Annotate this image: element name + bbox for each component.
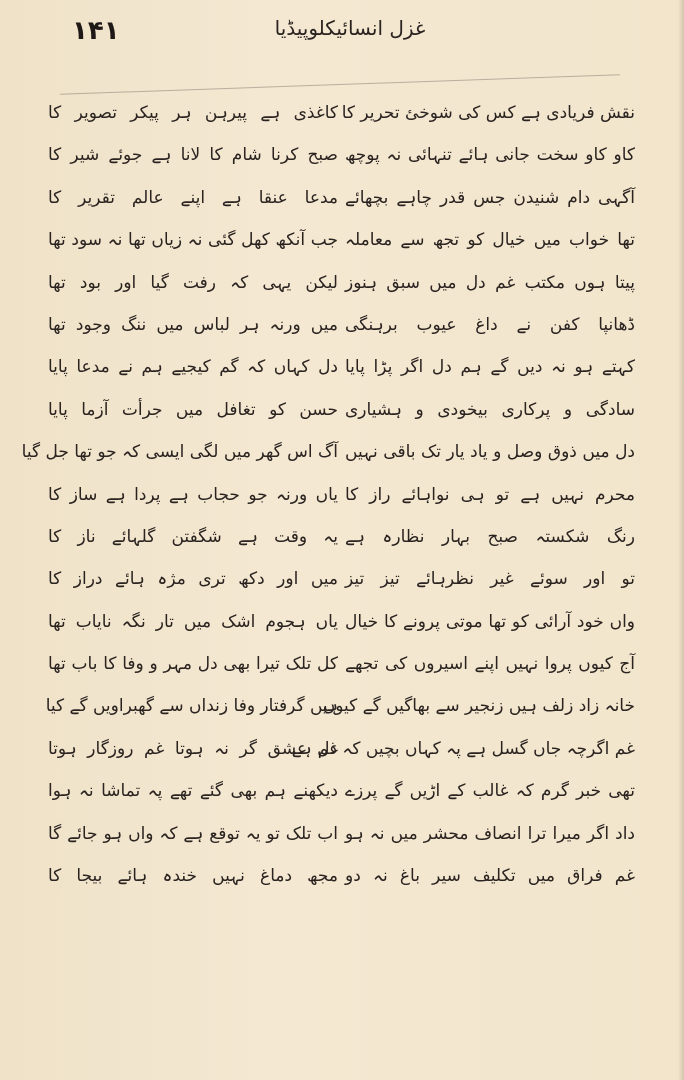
verse-line: ڈھانپا کفن نے داغ عیوب برہنگی bbox=[345, 314, 635, 335]
verse-line: تو اور سوئے غیر نظرہائے تیز تیز bbox=[345, 569, 635, 590]
running-title: غزل انسائیکلوپیڈیا bbox=[274, 16, 426, 40]
verse-line: جب آنکھ کھل گئی نہ زیاں تھا نہ سود تھا bbox=[48, 230, 338, 251]
verse-line: رنگ شکستہ صبح بہار نظارہ ہے bbox=[345, 526, 635, 547]
verse-line: غم اگرچہ جاں گسل ہے پہ کہاں بچیں کہ دل ہے bbox=[291, 738, 635, 759]
verse-line: حسن کو تغافل میں جرأت آزما پایا bbox=[48, 399, 338, 420]
verse-line: اب تلک تو یہ توقع ہے کہ واں ہو جائے گا bbox=[48, 823, 338, 844]
verse-line: تھی خبر گرم کہ غالب کے اڑیں گے پرزے bbox=[345, 781, 635, 802]
verse-line: کہتے ہو نہ دیں گے ہم دل اگر پڑا پایا bbox=[345, 357, 635, 378]
verse-line: نقش فریادی ہے کس کی شوخئ تحریر کا bbox=[341, 103, 635, 123]
verse-line: دل کہاں کہ گم کیجیے ہم نے مدعا پایا bbox=[48, 357, 338, 378]
left-column bbox=[21, 92, 338, 897]
verse-line: دل میں ذوق وصل و یاد یار تک باقی نہیں bbox=[345, 442, 635, 463]
verse-line: واں خود آرائی کو تھا موتی پرونے کا خیال bbox=[345, 611, 635, 632]
page-header bbox=[0, 10, 684, 50]
right-column bbox=[291, 92, 635, 897]
verse-line: کاغذی ہے پیرہن ہر پیکر تصویر کا bbox=[48, 103, 338, 123]
verse-line: میں اور دکھ تری مژہ ہائے دراز کا bbox=[48, 569, 338, 590]
verse-line: تھا خواب میں خیال کو تجھ سے معاملہ bbox=[345, 230, 635, 251]
verse-line: لیکن یہی کہ رفت گیا اور بود تھا bbox=[48, 272, 338, 293]
verse-line: آج کیوں پروا نہیں اپنے اسیروں کی تجھے bbox=[345, 654, 635, 675]
verse-line: کاو کاو سخت جانی ہائے تنہائی نہ پوچھ bbox=[345, 145, 635, 166]
verse-line: مجھ دماغ نہیں خندہ ہائے بیجا کا bbox=[48, 866, 338, 887]
verse-line: غم فراق میں تکلیف سیر باغ نہ دو bbox=[345, 866, 635, 887]
verse-line: صبح کرنا شام کا لانا ہے جوئے شیر کا bbox=[48, 145, 338, 166]
verse-line: سادگی و پرکاری بیخودی و ہشیاری bbox=[345, 399, 635, 420]
verse-line: یاں ورنہ جو حجاب ہے پردا ہے ساز کا bbox=[48, 484, 338, 505]
verse-line: محرم نہیں ہے تو ہی نواہائے راز کا bbox=[345, 484, 635, 505]
verse-line: غم عشق گر نہ ہوتا غم روزگار ہوتا bbox=[48, 738, 338, 759]
verse-line: یاں ہجوم اشک میں تار نگہ نایاب تھا bbox=[48, 611, 338, 632]
verse-line: دیکھنے ہم بھی گئے تھے پہ تماشا نہ ہوا bbox=[48, 781, 338, 802]
verse-line: آگ اس گھر میں لگی ایسی کہ جو تھا جل گیا bbox=[21, 442, 338, 463]
page-edge-shadow bbox=[678, 0, 684, 1080]
verse-line: آگہی دام شنیدن جس قدر چاہے بچھائے bbox=[345, 187, 635, 208]
verse-line: میں ورنہ ہر لباس میں ننگ وجود تھا bbox=[48, 314, 338, 335]
verse-line: کل تلک تیرا بھی دل مہر و وفا کا باب تھا bbox=[48, 654, 338, 675]
verse-line: یہ وقت ہے شگفتن گلہائے ناز کا bbox=[48, 526, 338, 547]
verse-line: داد اگر میرا ترا انصاف محشر میں نہ ہو bbox=[345, 823, 635, 844]
verse-line: پیتا ہوں مکتب غم دل میں سبق ہنوز bbox=[345, 272, 635, 293]
verse-line: خانہ زاد زلف ہیں زنجیر سے بھاگیں گے کیوں bbox=[322, 696, 635, 717]
page-number: ۱۴۱ bbox=[72, 16, 120, 46]
verse-line: ہیں گرفتار وفا زنداں سے گھبراویں گے کیا bbox=[45, 696, 338, 717]
verse-line: مدعا عنقا ہے اپنے عالم تقریر کا bbox=[48, 187, 338, 208]
